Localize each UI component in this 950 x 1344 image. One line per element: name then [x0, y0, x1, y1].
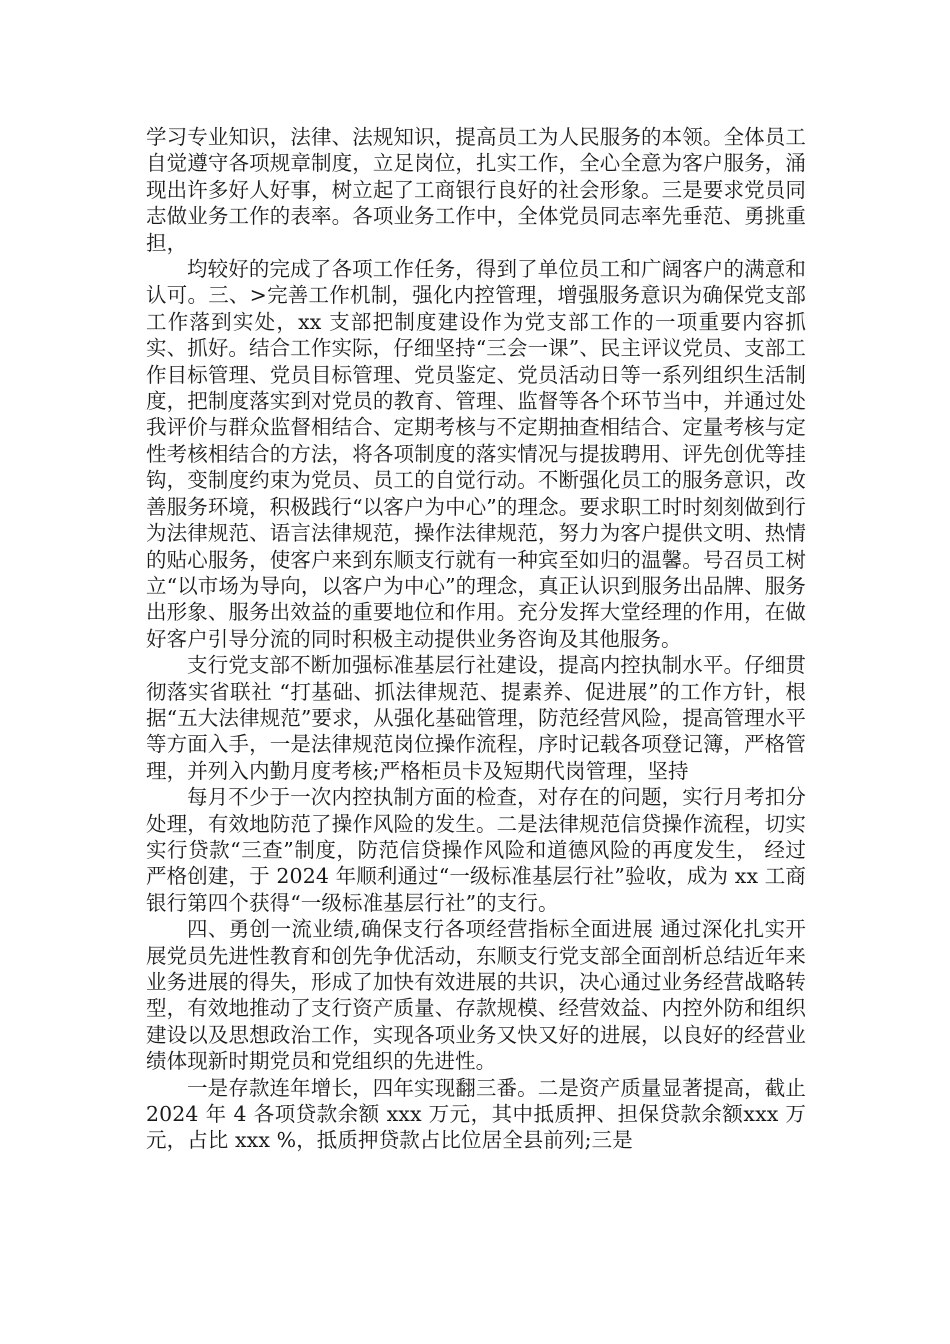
paragraph-4: 每月不少于一次内控执制方面的检查，对存在的问题，实行月考扣分处理，有效地防范了操作风险的发生。二是法律规范信贷操作流程，切实实行贷款“三查”制度，防范信贷操作风险和道德风险的再度发生， 经过严格创建，于 2024 年顺利通过“一级标准基层行社”验收，成为 xx 工商银行第四个获得“一级标准基层行社”的支行。	[146, 785, 806, 915]
paragraph-5: 四、勇创一流业绩,确保支行各项经营指标全面进展 通过深化扎实开展党员先进性教育和创先争优活动，东顺支行党支部全面剖析总结近年来业务进展的得失，形成了加快有效进展的共识，决心通过业务经营战略转型，有效地推动了支行资产质量、存款规模、经营效益、内控外防和组织建设以及思想政治工作，实现各项业务又快又好的进展，以良好的经营业绩体现新时期党员和党组织的先进性。	[146, 917, 806, 1074]
paragraph-6: 一是存款连年增长，四年实现翻三番。二是资产质量显著提高，截止 2024 年 4 各项贷款余额 xxx 万元，其中抵质押、担保贷款余额xxx 万元，占比 xxx %，抵质押贷款占比位居全县前列;三是	[146, 1075, 806, 1153]
paragraph-3: 支行党支部不断加强标准基层行社建设，提高内控执制水平。仔细贯彻落实省联社 “打基础、抓法律规范、提素养、促进展”的工作方针，根据“五大法律规范”要求，从强化基础管理，防范经营风险，提高管理水平等方面入手，一是法律规范岗位操作流程，序时记载各项登记簿，严格管理，并列入内勤月度考核;严格柜员卡及短期代岗管理，坚持	[146, 653, 806, 783]
paragraph-2: 均较好的完成了各项工作任务，得到了单位员工和广阔客户的满意和认可。三、>完善工作机制，强化内控管理，增强服务意识为确保党支部工作落到实处，xx 支部把制度建设作为党支部工作的一项重要内容抓实、抓好。结合工作实际，仔细坚持“三会一课”、民主评议党员、支部工作目标管理、党员目标管理、党员鉴定、党员活动日等一系列组织生活制度，把制度落实到对党员的教育、管理、监督等各个环节当中，并通过处我评价与群众监督相结合、定期考核与不定期抽查相结合、定量考核与定性考核相结合的方法，将各项制度的落实情况与提拔聘用、评先创优等挂钩，变制度约束为党员、员工的自觉行动。不断强化员工的服务意识，改善服务环境，积极践行“以客户为中心”的理念。要求职工时时刻刻做到行为法律规范、语言法律规范，操作法律规范，努力为客户提供文明、热情的贴心服务，使客户来到东顺支行就有一种宾至如归的温馨。号召员工树立“以市场为导向，以客户为中心”的理念，真正认识到服务出品牌、服务出形象、服务出效益的重要地位和作用。充分发挥大堂经理的作用，在做好客户引导分流的同时积极主动提供业务咨询及其他服务。	[146, 257, 806, 651]
paragraph-1: 学习专业知识，法律、法规知识，提高员工为人民服务的本领。全体员工自觉遵守各项规章制度，立足岗位，扎实工作，全心全意为客户服务，涌现出许多好人好事，树立起了工商银行良好的社会形象。三是要求党员同志做业务工作的表率。各项业务工作中，全体党员同志率先垂范、勇挑重担，	[146, 125, 806, 255]
document-body	[146, 124, 806, 1154]
